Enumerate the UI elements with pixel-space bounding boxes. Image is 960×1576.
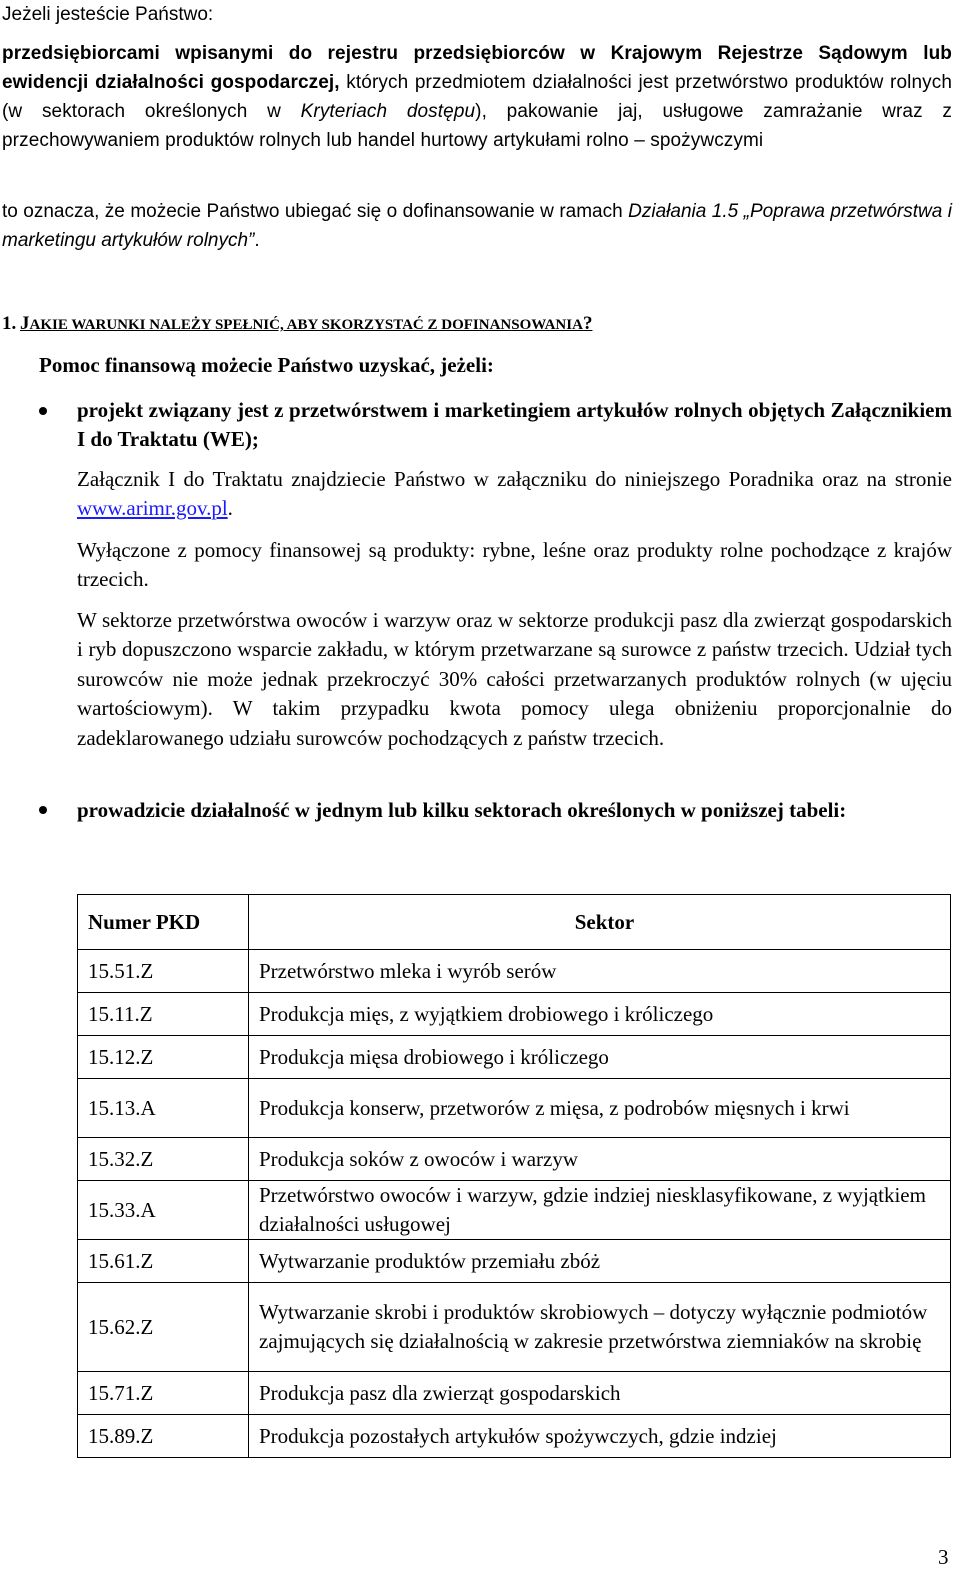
bullet-icon <box>39 407 47 415</box>
table-row <box>78 993 951 1036</box>
paragraph-funding-end: . <box>254 230 260 251</box>
sector-name: Produkcja mięsa drobiowego i króliczego <box>249 1036 951 1079</box>
section-heading <box>2 312 592 337</box>
page-number: 3 <box>938 1545 949 1569</box>
paragraph-entrepreneurs-text-end: ), pakowanie jaj, usługowe zamrażanie wraz z przechowywaniem produktów rolnych lub handel hurtowy artykułami rolno – spożywczymi <box>2 101 952 151</box>
paragraph-funding <box>2 197 952 255</box>
arimr-link[interactable]: www.arimr.gov.pl <box>77 496 228 520</box>
sector-name: Wytwarzanie produktów przemiału zbóż <box>249 1240 951 1283</box>
paragraph-entrepreneurs <box>2 39 952 155</box>
pkd-code: 15.71.Z <box>78 1372 249 1415</box>
condition-sectors: prowadzicie działalność w jednym lub kilku sektorach określonych w poniższej tabeli: <box>77 798 847 822</box>
table-header-row <box>78 895 951 950</box>
sector-name: Produkcja konserw, przetworów z mięsa, z podrobów mięsnych i krwi <box>249 1079 951 1138</box>
sector-name: Produkcja pozostałych artykułów spożywczych, gdzie indziej <box>249 1415 951 1458</box>
section-title: JAKIE WARUNKI NALEŻY SPEŁNIĆ, ABY SKORZYSTAĆ Z DOFINANSOWANIA? <box>20 313 593 334</box>
pkd-sector-table <box>77 894 951 1458</box>
sector-name: Wytwarzanie skrobi i produktów skrobiowych – dotyczy wyłącznie podmiotów zajmujących się działalnością w zakresie przetwórstwa ziemniaków na skrobię <box>249 1283 951 1372</box>
bullet-icon <box>39 806 47 814</box>
column-header-pkd: Numer PKD <box>78 895 249 950</box>
pkd-code: 15.51.Z <box>78 950 249 993</box>
pkd-code: 15.12.Z <box>78 1036 249 1079</box>
intro-text: Jeżeli jesteście Państwo: <box>2 4 214 25</box>
third-country-info: W sektorze przetwórstwa owoców i warzyw oraz w sektorze produkcji pasz dla zwierząt gospodarskich i ryb dopuszczono wsparcie zakładu, w którym przetwarzane są surowce z państw trzecich. Udział tych surowców nie może jednak przekroczyć 30% całości przetwarzanych produktów rolnych (w ujęciu wartościowym). W takim przypadku kwota pomocy ulega obniżeniu proporcjonalnie do zadeklarowanego udziału surowców pochodzących z państw trzecich. <box>77 608 952 750</box>
table-row <box>78 1181 951 1240</box>
pkd-code: 15.11.Z <box>78 993 249 1036</box>
excluded-products: Wyłączone z pomocy finansowej są produkty: rybne, leśne oraz produkty rolne pochodzące z krajów trzecich. <box>77 538 952 591</box>
table-row <box>78 950 951 993</box>
pkd-code: 15.62.Z <box>78 1283 249 1372</box>
pkd-code: 15.32.Z <box>78 1138 249 1181</box>
criteria-italic: Kryteriach dostępu <box>300 101 476 122</box>
pkd-code: 15.89.Z <box>78 1415 249 1458</box>
condition-annex: projekt związany jest z przetwórstwem i marketingiem artykułów rolnych objętych Załącznikiem I do Traktatu (WE); <box>77 398 952 451</box>
table-row <box>78 1138 951 1181</box>
pkd-code: 15.13.A <box>78 1079 249 1138</box>
table-row <box>78 1372 951 1415</box>
section-number: 1. <box>2 313 17 334</box>
pkd-code: 15.33.A <box>78 1181 249 1240</box>
paragraph-entrepreneurs-bold: przedsiębiorcami wpisanymi do rejestru przedsiębiorców w Krajowym Rejestrze Sądowym lub ewidencji działalności gospodarczej, <box>2 43 952 93</box>
paragraph-entrepreneurs-text: których przedmiotem działalności jest przetwórstwo produktów rolnych (w sektorach określonych w <box>2 72 952 122</box>
annex-info: Załącznik I do Traktatu znajdziecie Państwo w załączniku do niniejszego Poradnika oraz na stronie www.arimr.gov.pl. <box>77 467 952 520</box>
table-row <box>78 1079 951 1138</box>
sector-name: Przetwórstwo mleka i wyrób serów <box>249 950 951 993</box>
table-row <box>78 1240 951 1283</box>
table-row <box>78 1283 951 1372</box>
pkd-code: 15.61.Z <box>78 1240 249 1283</box>
sector-name: Przetwórstwo owoców i warzyw, gdzie indziej niesklasyfikowane, z wyjątkiem działalności usługowej <box>249 1181 951 1240</box>
sector-name: Produkcja soków z owoców i warzyw <box>249 1138 951 1181</box>
column-header-sector: Sektor <box>249 895 951 950</box>
conditions-intro: Pomoc finansową możecie Państwo uzyskać, jeżeli: <box>39 353 494 377</box>
action-name-italic: Działania 1.5 „Poprawa przetwórstwa i marketingu artykułów rolnych” <box>2 201 952 251</box>
table-row <box>78 1036 951 1079</box>
sector-name: Produkcja pasz dla zwierząt gospodarskich <box>249 1372 951 1415</box>
table-row <box>78 1415 951 1458</box>
paragraph-funding-text: to oznacza, że możecie Państwo ubiegać się o dofinansowanie w ramach <box>2 201 629 222</box>
sector-name: Produkcja mięs, z wyjątkiem drobiowego i króliczego <box>249 993 951 1036</box>
